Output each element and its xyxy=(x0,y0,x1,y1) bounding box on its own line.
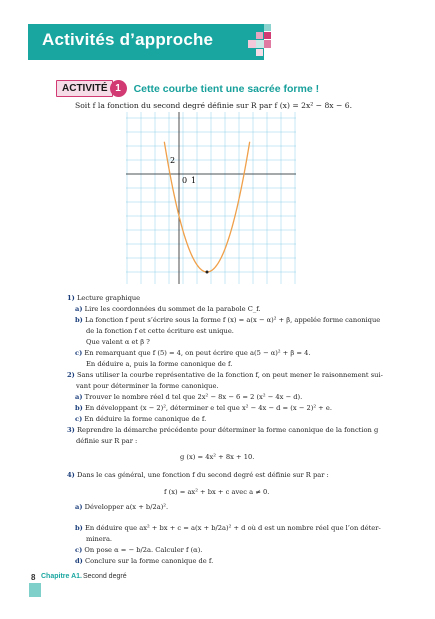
question-number: 4) xyxy=(67,471,75,479)
question-line-q4c xyxy=(75,545,202,556)
question-text: Trouver le nombre réel d tel que 2x² − 8x − 6 = 2 (x² − 4x − d). xyxy=(84,393,303,401)
x-tick-label: 1 xyxy=(191,176,197,185)
activity-badge: ACTIVITÉ xyxy=(56,80,113,97)
question-text: Dans le cas général, une fonction f du second degré est définie sur R par : xyxy=(76,471,329,479)
question-number: a) xyxy=(75,503,83,511)
question-number: 3) xyxy=(67,426,75,434)
activity-title: Cette courbe tient une sacrée forme ! xyxy=(133,82,320,95)
question-text: définie sur R par : xyxy=(76,437,138,445)
question-text: minera. xyxy=(86,535,113,543)
origin-label: 0 xyxy=(182,176,188,185)
question-text: La fonction f peut s’écrire sous la forme f (x) = a(x − α)² + β, appelée forme canonique xyxy=(84,316,381,324)
page-number: 8 xyxy=(31,573,36,582)
question-number: c) xyxy=(75,415,83,423)
question-line-q2bb xyxy=(75,403,332,414)
question-text: En déduire a, puis la forme canonique de f. xyxy=(86,360,233,368)
question-line-q1b xyxy=(75,315,380,326)
graph-grid xyxy=(126,112,296,284)
question-line-q4 xyxy=(67,470,329,481)
question-text: de la fonction f et cette écriture est unique. xyxy=(86,327,234,335)
question-text: Lecture graphique xyxy=(76,294,141,302)
activity-heading xyxy=(56,80,319,97)
y-tick-label: 2 xyxy=(170,156,176,165)
question-text: Lire les coordonnées du sommet de la parabole C_f. xyxy=(84,305,261,313)
question-line-q1b2 xyxy=(86,326,234,337)
page-title: Activités d’approche xyxy=(42,30,214,49)
vertex-point xyxy=(206,271,209,274)
question-number: d) xyxy=(75,557,83,565)
question-line-q4b2 xyxy=(86,534,112,545)
footer-bar xyxy=(29,583,41,597)
question-text: Développer a(x + b/2a)². xyxy=(84,503,169,511)
question-number: 2) xyxy=(67,371,75,379)
question-text: On pose α = − b/2a. Calculer f (α). xyxy=(84,546,203,554)
question-text: Reprendre la démarche précédente pour déterminer la forme canonique de la fonction g xyxy=(76,426,379,434)
parabola-curve xyxy=(164,142,249,272)
chapter-title: Second degré xyxy=(83,573,127,580)
question-number: b) xyxy=(75,316,83,324)
chapter-label: Chapitre A1. xyxy=(41,573,82,580)
intro-text: Soit f la fonction du second degré définie sur R par f (x) = 2x² − 8x − 6. xyxy=(75,101,353,110)
question-number: a) xyxy=(75,305,83,313)
question-text: f (x) = ax² + bx + c avec a ≠ 0. xyxy=(164,488,270,496)
question-text: Conclure sur la forme canonique de f. xyxy=(84,557,214,565)
question-line-q1b3 xyxy=(86,337,150,348)
question-line-q2a xyxy=(75,392,302,403)
question-line-q2 xyxy=(67,370,383,381)
question-number: c) xyxy=(75,349,83,357)
question-line-q2c xyxy=(75,414,206,425)
question-line-q4a xyxy=(75,502,168,513)
parabola-graph xyxy=(126,112,296,284)
question-text: En déduire la forme canonique de f. xyxy=(84,415,207,423)
question-line-q1 xyxy=(67,293,140,304)
question-line-q1a xyxy=(75,304,261,315)
question-line-q1c xyxy=(75,348,310,359)
question-text: Que valent α et β ? xyxy=(86,338,150,346)
question-text: Sans utiliser la courbe représentative de la fonction f, on peut mener le raisonnement sui- xyxy=(76,371,383,379)
question-text: vant pour déterminer la forme canonique. xyxy=(76,382,219,390)
question-line-q3f xyxy=(180,452,254,463)
question-number: 1) xyxy=(67,294,75,302)
question-line-q4d xyxy=(75,556,213,567)
question-line-q4f xyxy=(164,487,269,498)
question-number: b) xyxy=(75,524,83,532)
question-text: En remarquant que f (5) = 4, on peut écrire que a(5 − α)² + β = 4. xyxy=(84,349,311,357)
question-line-q1c2 xyxy=(86,359,232,370)
question-line-q2b xyxy=(76,381,219,392)
question-number: c) xyxy=(75,546,83,554)
question-line-q4b xyxy=(75,523,381,534)
question-number: b) xyxy=(75,404,83,412)
question-line-q3 xyxy=(67,425,378,436)
question-text: g (x) = 4x² + 8x + 10. xyxy=(180,453,255,461)
question-line-q3b xyxy=(76,436,137,447)
activity-number: 1 xyxy=(110,80,127,97)
question-number: a) xyxy=(75,393,83,401)
question-text: En déduire que ax² + bx + c = a(x + b/2a)² + d où d est un nombre réel que l’on déter- xyxy=(84,524,381,532)
question-text: En développant (x − 2)², déterminer e tel que x² − 4x − d = (x − 2)² + e. xyxy=(84,404,332,412)
